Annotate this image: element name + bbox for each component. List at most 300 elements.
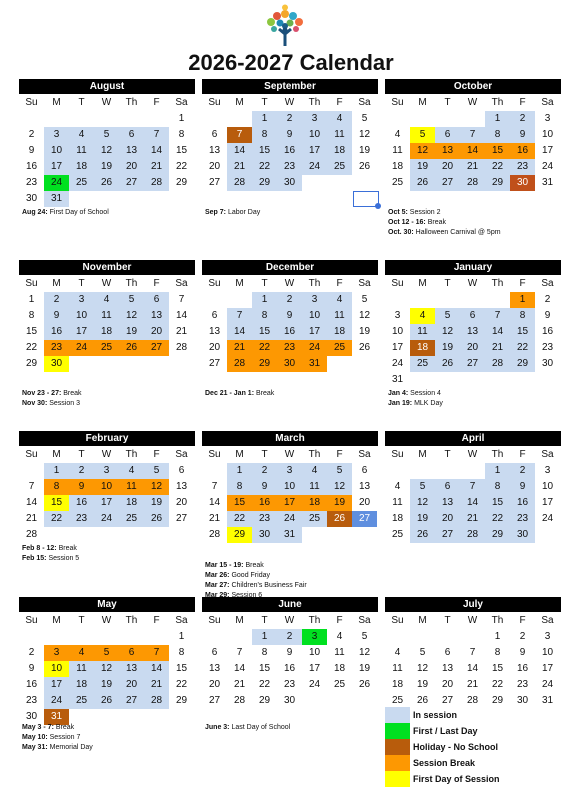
day-cell: 8 [227,479,252,495]
page-title: 2026-2027 Calendar [188,50,394,75]
day-cell: 17 [541,145,554,156]
empty-cell [435,292,460,308]
legend-item [385,707,500,723]
day-cell: 17 [44,677,69,693]
day-cell: 23 [25,695,38,706]
day-cell: 24 [277,511,302,527]
day-cell: 22 [175,679,188,690]
empty-cell [460,292,485,308]
day-cell: 3 [44,127,69,143]
day-cell: 8 [252,127,277,143]
day-cell: 13 [208,663,221,674]
day-cell: 15 [510,324,535,340]
weekday-label: W [467,615,478,626]
note-line: Feb 8 - 12: Break [22,545,77,552]
day-cell: 29 [252,356,277,372]
weekday-label: Su [25,97,38,108]
month-notes [205,723,385,733]
note-line: Dec 21 - Jan 1: Break [205,390,275,397]
day-cell: 3 [544,631,551,642]
day-cell: 5 [410,479,435,495]
day-cell: 1 [178,631,185,642]
month-grid [202,276,378,372]
weekday-label: Su [25,278,38,289]
day-cell: 3 [44,645,69,661]
day-cell: 19 [358,145,371,156]
day-cell: 31 [541,177,554,188]
day-cell: 13 [441,663,454,674]
day-cell: 5 [119,292,144,308]
weekday-label: T [444,278,451,289]
day-cell: 29 [485,175,510,191]
weekday-label: Su [208,449,221,460]
weekday-label: T [444,615,451,626]
day-cell: 16 [252,495,277,511]
day-cell: 17 [277,495,302,511]
day-cell: 17 [308,663,321,674]
day-cell: 28 [485,356,510,372]
day-cell: 27 [208,358,221,369]
note-line: Aug 24: First Day of School [22,209,109,216]
day-cell: 15 [252,143,277,159]
day-cell: 26 [410,175,435,191]
day-cell: 19 [327,495,352,511]
day-cell: 28 [144,175,169,191]
day-cell: 16 [277,324,302,340]
month-notes [388,208,568,238]
weekday-label: Sa [541,615,554,626]
legend-item [385,739,500,755]
day-cell: 9 [69,479,94,495]
day-cell: 14 [227,324,252,340]
month-header: May [19,597,195,612]
day-cell: 29 [491,695,504,706]
day-cell: 1 [485,111,510,127]
day-cell: 24 [302,159,327,175]
day-cell: 22 [491,679,504,690]
day-cell: 20 [208,161,221,172]
day-cell: 27 [441,695,454,706]
weekday-label: Sa [358,449,371,460]
weekday-label: Su [391,97,404,108]
day-cell: 17 [541,497,554,508]
month-header: February [19,431,195,446]
weekday-label: Su [25,615,38,626]
weekday-label: Sa [358,615,371,626]
empty-cell [69,629,94,645]
day-cell: 27 [460,356,485,372]
day-cell: 12 [416,663,429,674]
day-cell: 16 [69,495,94,511]
empty-cell [385,629,410,645]
month-april [385,431,561,543]
weekday-label: W [467,449,478,460]
day-cell: 20 [441,679,454,690]
day-cell: 17 [69,324,94,340]
day-cell: 29 [485,527,510,543]
month-header: November [19,260,195,275]
day-cell: 30 [44,356,69,372]
weekday-label: F [153,615,160,626]
day-cell: 12 [410,143,435,159]
day-cell: 2 [28,647,35,658]
month-header: September [202,79,378,94]
month-notes [205,389,385,399]
day-cell: 12 [410,495,435,511]
day-cell: 9 [286,647,293,658]
day-cell: 22 [25,342,38,353]
day-cell: 25 [391,177,404,188]
day-cell: 9 [277,127,302,143]
day-cell: 14 [144,661,169,677]
day-cell: 2 [277,629,302,645]
weekday-label: M [418,615,427,626]
weekday-label: Th [491,449,504,460]
day-cell: 1 [510,292,535,308]
day-cell: 29 [252,175,277,191]
day-cell: 18 [410,340,435,356]
weekday-label: W [284,97,295,108]
day-cell: 23 [510,159,535,175]
day-cell: 8 [485,127,510,143]
day-cell: 4 [69,127,94,143]
day-cell: 18 [333,663,346,674]
day-cell: 4 [94,292,119,308]
weekday-label: F [519,615,526,626]
resize-handle[interactable] [375,203,381,209]
day-cell: 14 [25,497,38,508]
note-line: Mar 15 - 19: Break [205,562,264,569]
weekday-label: F [336,615,343,626]
day-cell: 6 [435,479,460,495]
day-cell: 1 [44,463,69,479]
day-cell: 12 [94,661,119,677]
day-cell: 2 [544,294,551,305]
day-cell: 17 [391,342,404,353]
day-cell: 19 [416,679,429,690]
month-header: October [385,79,561,94]
day-cell: 16 [277,143,302,159]
day-cell: 15 [485,143,510,159]
day-cell: 7 [144,645,169,661]
note-line: Sep 7: Labor Day [205,209,261,216]
weekday-label: T [78,615,85,626]
day-cell: 23 [25,177,38,188]
day-cell: 3 [544,113,551,124]
weekday-label: W [284,615,295,626]
day-cell: 7 [28,481,35,492]
weekday-label: W [101,449,112,460]
day-cell: 21 [227,340,252,356]
day-cell: 14 [144,143,169,159]
day-cell: 30 [25,711,38,722]
day-cell: 7 [236,647,243,658]
day-cell: 20 [358,497,371,508]
day-cell: 26 [435,356,460,372]
day-cell: 6 [178,465,185,476]
day-cell: 27 [208,695,221,706]
day-cell: 26 [94,693,119,709]
month-november [19,260,195,372]
month-notes [22,389,202,409]
empty-cell [410,629,435,645]
day-cell: 24 [308,679,321,690]
day-cell: 5 [361,631,368,642]
month-august [19,79,195,207]
day-cell: 9 [510,127,535,143]
day-cell: 14 [227,143,252,159]
weekday-label: T [78,278,85,289]
day-cell: 12 [358,647,371,658]
day-cell: 26 [358,161,371,172]
day-cell: 4 [327,111,352,127]
day-cell: 30 [510,527,535,543]
day-cell: 1 [178,113,185,124]
weekday-label: T [261,278,268,289]
day-cell: 28 [144,693,169,709]
weekday-label: Th [125,615,138,626]
day-cell: 13 [119,661,144,677]
weekday-label: T [261,615,268,626]
note-line: Mar 27: Children's Business Fair [205,582,307,589]
day-cell: 7 [485,308,510,324]
day-cell: 17 [302,143,327,159]
empty-cell [44,111,69,127]
day-cell: 11 [410,324,435,340]
legend-item [385,771,500,787]
day-cell: 21 [460,159,485,175]
day-cell: 5 [361,113,368,124]
empty-cell [19,463,44,479]
day-cell: 10 [277,479,302,495]
empty-cell [19,111,44,127]
weekday-label: T [444,97,451,108]
month-grid [385,276,561,388]
note-line: May 31: Memorial Day [22,744,93,751]
day-cell: 20 [208,679,221,690]
weekday-label: T [78,449,85,460]
empty-cell [227,629,252,645]
day-cell: 31 [44,191,69,207]
weekday-label: Th [308,278,321,289]
legend-item [385,755,500,771]
day-cell: 21 [144,677,169,693]
day-cell: 16 [541,326,554,337]
day-cell: 27 [175,513,188,524]
day-cell: 12 [435,324,460,340]
weekday-label: Th [308,449,321,460]
day-cell: 18 [391,513,404,524]
day-cell: 14 [175,310,188,321]
month-notes [22,208,202,218]
day-cell: 10 [541,481,554,492]
day-cell: 30 [25,193,38,204]
day-cell: 11 [94,308,119,324]
day-cell: 23 [541,342,554,353]
day-cell: 21 [460,511,485,527]
day-cell: 2 [277,111,302,127]
empty-cell [435,111,460,127]
day-cell: 10 [308,647,321,658]
weekday-label: W [467,278,478,289]
day-cell: 26 [410,527,435,543]
day-cell: 9 [44,308,69,324]
empty-cell [202,111,227,127]
day-cell: 19 [435,340,460,356]
weekday-label: M [418,97,427,108]
day-cell: 25 [410,356,435,372]
day-cell: 24 [69,340,94,356]
day-cell: 20 [435,511,460,527]
weekday-label: M [235,615,244,626]
day-cell: 27 [435,527,460,543]
day-cell: 18 [119,495,144,511]
day-cell: 6 [361,465,368,476]
day-cell: 11 [302,479,327,495]
weekday-label: M [235,278,244,289]
day-cell: 2 [510,111,535,127]
day-cell: 26 [327,511,352,527]
weekday-label: Th [125,97,138,108]
empty-cell [44,629,69,645]
day-cell: 10 [44,143,69,159]
day-cell: 28 [227,175,252,191]
month-header: January [385,260,561,275]
day-cell: 21 [233,679,246,690]
weekday-label: Th [125,449,138,460]
day-cell: 10 [44,661,69,677]
day-cell: 26 [358,342,371,353]
month-june [202,597,378,709]
note-line: Nov 23 - 27: Break [22,390,82,397]
empty-cell [202,629,227,645]
day-cell: 27 [352,511,377,527]
day-cell: 10 [541,647,554,658]
day-cell: 11 [69,143,94,159]
day-cell: 11 [334,647,345,658]
weekday-label: M [418,449,427,460]
day-cell: 25 [302,511,327,527]
day-cell: 25 [391,695,404,706]
note-line: Mar 26: Good Friday [205,572,270,579]
day-cell: 8 [494,647,501,658]
day-cell: 9 [519,647,526,658]
day-cell: 18 [391,679,404,690]
day-cell: 28 [175,342,188,353]
day-cell: 4 [302,463,327,479]
day-cell: 15 [258,663,271,674]
weekday-label: F [336,278,343,289]
month-december [202,260,378,372]
day-cell: 19 [94,159,119,175]
month-may [19,597,195,725]
day-cell: 9 [277,308,302,324]
month-september [202,79,378,191]
day-cell: 18 [327,324,352,340]
day-cell: 21 [208,513,221,524]
day-cell: 10 [94,479,119,495]
day-cell: 3 [69,292,94,308]
empty-cell [485,292,510,308]
weekday-label: Su [208,97,221,108]
day-cell: 4 [69,645,94,661]
day-cell: 26 [94,175,119,191]
day-cell: 22 [485,511,510,527]
day-cell: 2 [277,292,302,308]
day-cell: 7 [460,127,485,143]
empty-cell [410,111,435,127]
note-line: Jan 4: Session 4 [388,390,441,397]
note-line: June 3: Last Day of School [205,724,291,731]
day-cell: 6 [460,308,485,324]
note-line: May 10: Session 7 [22,734,81,741]
day-cell: 31 [541,695,554,706]
legend-label: Holiday - No School [413,742,499,752]
day-cell: 1 [28,294,35,305]
day-cell: 30 [277,356,302,372]
empty-cell [460,629,485,645]
day-cell: 25 [327,340,352,356]
empty-cell [410,292,435,308]
day-cell: 14 [233,663,246,674]
month-notes [205,561,385,597]
day-cell: 6 [119,645,144,661]
weekday-label: Su [208,278,221,289]
day-cell: 3 [302,629,327,645]
day-cell: 12 [358,310,371,321]
day-cell: 7 [460,479,485,495]
day-cell: 3 [277,463,302,479]
note-line: Oct. 30: Halloween Carnival @ 5pm [388,229,501,236]
day-cell: 9 [28,663,35,674]
month-march [202,431,378,543]
day-cell: 16 [510,143,535,159]
month-october [385,79,561,191]
weekday-label: Th [491,278,504,289]
day-cell: 14 [208,497,221,508]
weekday-label: Sa [175,615,188,626]
day-cell: 16 [516,663,529,674]
weekday-label: F [519,449,526,460]
day-cell: 29 [175,177,188,188]
empty-cell [144,629,169,645]
empty-cell [460,111,485,127]
legend-swatch [385,755,410,771]
day-cell: 10 [302,308,327,324]
day-cell: 13 [208,145,221,156]
empty-cell [94,111,119,127]
month-header: June [202,597,378,612]
weekday-label: T [261,97,268,108]
day-cell: 5 [94,127,119,143]
day-cell: 26 [119,340,144,356]
day-cell: 3 [94,463,119,479]
day-cell: 31 [277,527,302,543]
day-cell: 13 [435,143,460,159]
day-cell: 25 [69,693,94,709]
day-cell: 15 [491,663,504,674]
day-cell: 16 [25,679,38,690]
weekday-label: F [153,97,160,108]
weekday-label: F [519,97,526,108]
day-cell: 7 [211,481,218,492]
day-cell: 13 [175,481,188,492]
day-cell: 3 [302,292,327,308]
day-cell: 13 [144,308,169,324]
month-grid [385,613,561,709]
day-cell: 26 [358,679,371,690]
weekday-label: Su [391,449,404,460]
